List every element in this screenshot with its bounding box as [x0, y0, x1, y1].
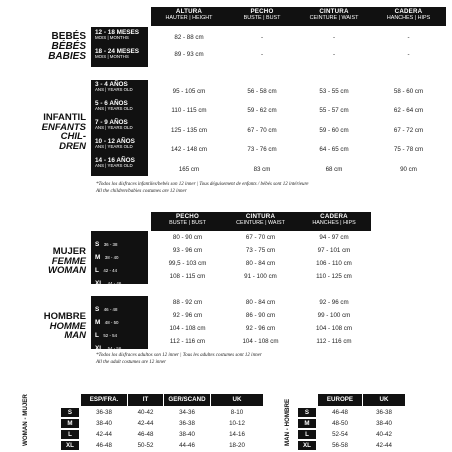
table-cell: - — [332, 51, 336, 58]
conv-cell: 52-54 — [332, 431, 348, 438]
group-label-line: BABIES — [48, 51, 86, 62]
group-label-hombre — [18, 312, 86, 341]
header-main: ALTURA — [175, 8, 203, 15]
conv-cell: 34-36 — [179, 409, 195, 416]
size-letter: L — [95, 267, 99, 274]
group-label-line: BEBÉS — [51, 31, 86, 42]
header-pecho — [151, 214, 224, 226]
size-cell: L — [61, 430, 79, 439]
footnote-line: *Todos los disfraces adultos son 12 inner | Tous les adultes costumes sont 12 inner — [96, 353, 262, 358]
side-label-man: MAN - HOMBRE — [284, 398, 291, 446]
row-label — [92, 157, 135, 169]
conv-cell: 8-10 — [230, 409, 244, 416]
header-main: CINTURA — [245, 213, 276, 220]
size-letter: XL — [95, 345, 104, 352]
table-cell: 92 - 96 cm — [172, 312, 203, 319]
footnote-adults — [96, 353, 416, 367]
size-cell: M — [298, 419, 316, 428]
table-cell: - — [407, 34, 410, 41]
conv-header: EUROPE — [318, 394, 362, 406]
table-cell: 80 - 84 cm — [245, 260, 276, 267]
table-cell: 112 - 116 cm — [169, 338, 206, 345]
group-label-line: HOMBRE — [43, 311, 86, 322]
size-letter: M — [95, 254, 101, 261]
table-cell: 104 - 108 cm — [315, 325, 353, 332]
size-cell: L — [298, 430, 316, 439]
table-cell: 142 - 148 cm — [170, 146, 208, 153]
conv-header: GER/SCAND — [164, 394, 210, 406]
group-label-line: WOMAN — [48, 265, 86, 276]
size-letter: M — [95, 319, 101, 326]
row-label-main: 10 - 12 AÑOS — [95, 138, 135, 145]
table-cell: 68 cm — [325, 166, 343, 173]
header-sub: CEINTURE | WAIST — [309, 14, 359, 21]
row-label — [92, 48, 139, 60]
group-label-line: ENFANTS — [41, 121, 86, 133]
table-cell: 99 - 100 cm — [317, 312, 351, 319]
table-cell: - — [260, 51, 264, 58]
table-cell: 82 - 88 cm — [174, 34, 204, 41]
conv-cell: 46-48 — [332, 409, 348, 416]
conv-cell: 14-16 — [229, 431, 245, 438]
conv-cell: 18-20 — [229, 442, 245, 449]
row-label — [92, 81, 133, 93]
size-cell: S — [61, 408, 79, 417]
table-cell: 59 - 62 cm — [247, 107, 277, 114]
row-label — [92, 100, 133, 112]
table-cell: 110 - 125 cm — [316, 273, 352, 280]
conv-cell: 38-40 — [96, 420, 112, 427]
footnote-line: *Todos los disfraces infantiles/bebés son 12 inner | Tous déguisement de enfants / bébés sont 12 intérieure — [96, 182, 309, 187]
row-label — [92, 337, 121, 355]
table-cell: 91 - 100 cm — [244, 273, 277, 280]
table-cell: 56 - 58 cm — [247, 88, 277, 95]
row-label — [92, 272, 121, 290]
group-label-line: FEMME — [51, 255, 86, 267]
conv-cell: 56-58 — [332, 442, 348, 449]
group-label-line: MAN — [64, 330, 86, 341]
header-main: PECHO — [175, 213, 199, 220]
header-sub: HAUTER | HEIGHT — [165, 14, 213, 21]
table-cell: 93 - 96 cm — [172, 247, 203, 254]
table-cell: 89 - 93 cm — [174, 51, 204, 58]
table-cell: - — [407, 51, 410, 58]
table-cell: 67 - 72 cm — [393, 127, 424, 134]
conv-cell: 38-40 — [376, 420, 392, 427]
header-main: PECHO — [250, 8, 274, 15]
table-cell: 165 cm — [178, 166, 200, 173]
group-label-bebes — [18, 32, 86, 62]
row-label-sub: ANS | YEARS OLD — [95, 87, 133, 93]
row-label-main: 7 - 9 AÑOS — [95, 119, 128, 126]
table-cell: 99,5 - 103 cm — [168, 260, 207, 267]
size-letter: S — [95, 241, 100, 248]
row-label — [92, 29, 139, 41]
row-label-main: 12 - 18 MESES — [95, 29, 140, 36]
size-cell: XL — [61, 441, 79, 450]
table-cell: 86 - 90 cm — [245, 312, 276, 319]
table-cell: 59 - 60 cm — [319, 127, 349, 134]
group-label-line: BÉBÉS — [51, 41, 86, 52]
header-main: CADERA — [394, 8, 423, 15]
header-sub: BUSTE | BUST — [169, 219, 206, 226]
table-cell: 92 - 96 cm — [245, 325, 276, 332]
header-altura — [153, 9, 225, 21]
conv-cell: 36-38 — [179, 420, 195, 427]
conv-cell: 40-42 — [376, 431, 392, 438]
size-letter: XL — [95, 280, 104, 287]
table-cell: 67 - 70 cm — [247, 127, 277, 134]
group-label-mujer — [18, 247, 86, 276]
header-sub: BUSTE | BUST — [243, 14, 281, 21]
conv-cell: 50-52 — [137, 442, 154, 449]
table-cell: 95 - 105 cm — [172, 88, 206, 95]
header-sub: HANCHES | HIPS — [386, 14, 431, 21]
size-range: 46 - 48 — [103, 307, 118, 312]
table-cell: 106 - 110 cm — [316, 260, 352, 267]
row-label-sub: MOIS | MONTHS — [95, 54, 129, 60]
conv-header: ESP/FRA. — [81, 394, 127, 406]
table-cell: - — [260, 34, 264, 41]
conv-cell: 10-12 — [229, 420, 245, 427]
row-label-sub: ANS | YEARS OLD — [95, 106, 133, 112]
header-sub: HANCHES | HIPS — [312, 219, 356, 226]
conv-cell: 48-50 — [332, 420, 348, 427]
size-range: 38 - 40 — [104, 255, 119, 260]
table-cell: 62 - 64 cm — [393, 107, 424, 114]
group-label-infantil — [18, 113, 86, 151]
conv-cell: 42-44 — [96, 431, 112, 438]
group-label-line: MUJER — [52, 246, 86, 257]
conv-cell: 46-48 — [96, 442, 112, 449]
conv-header: IT — [128, 394, 163, 406]
size-range: 36 - 38 — [103, 242, 118, 247]
header-cadera — [371, 9, 446, 21]
conv-cell: 46-48 — [137, 431, 154, 438]
header-cadera — [297, 214, 371, 226]
footnote-line: All the adult costumes are 12 inner — [96, 359, 167, 365]
header-sub: CEINTURE | WAIST — [236, 219, 285, 226]
table-cell: 104 - 108 cm — [169, 325, 206, 332]
header-main: CINTURA — [319, 8, 349, 15]
footnote-line: All the children/babies costumes are 12 inner — [96, 188, 187, 194]
row-label-sub: ANS | YEARS OLD — [95, 144, 133, 150]
size-letter: S — [95, 306, 100, 313]
group-label-line: HOMME — [49, 320, 86, 332]
table-cell: 125 - 135 cm — [170, 127, 208, 134]
row-label-main: 18 - 24 MESES — [95, 48, 140, 55]
size-letter: L — [95, 332, 99, 339]
header-pecho — [226, 9, 298, 21]
table-cell: 64 - 65 cm — [319, 146, 349, 153]
row-label-sub: ANS | YEARS OLD — [95, 125, 133, 131]
table-cell: 97 - 101 cm — [317, 247, 351, 254]
header-cintura — [298, 9, 370, 21]
table-cell: 73 - 76 cm — [247, 146, 277, 153]
conv-cell: 36-38 — [376, 409, 392, 416]
group-label-line: INFANTIL — [43, 112, 86, 123]
table-cell: 73 - 75 cm — [245, 247, 276, 254]
row-label — [92, 119, 133, 131]
table-cell: 104 - 108 cm — [242, 338, 279, 345]
group-label-line: CHIL- — [60, 131, 86, 142]
header-main: CADERA — [320, 213, 348, 220]
conv-header: UK — [363, 394, 405, 406]
header-cintura — [224, 214, 297, 226]
table-cell: 92 - 96 cm — [319, 299, 349, 306]
size-cell: M — [61, 419, 79, 428]
row-label — [92, 138, 135, 150]
conv-cell: 36-38 — [96, 409, 112, 416]
conv-cell: 42-44 — [376, 442, 392, 449]
table-cell: 80 - 84 cm — [245, 299, 276, 306]
conv-header: UK — [211, 394, 263, 406]
size-cell: S — [298, 408, 316, 417]
table-cell: 83 cm — [253, 166, 271, 173]
table-cell: - — [332, 34, 336, 41]
size-cell: XL — [298, 441, 316, 450]
conv-cell: 38-40 — [179, 431, 195, 438]
table-cell: 55 - 57 cm — [319, 107, 349, 114]
row-label-sub: ANS | YEARS OLD — [95, 163, 133, 169]
size-range: 48 - 50 — [104, 320, 119, 325]
size-range: 44 - 46 — [107, 281, 122, 286]
table-cell: 67 - 70 cm — [245, 234, 276, 241]
row-label-main: 5 - 6 AÑOS — [95, 100, 128, 107]
table-cell: 80 - 90 cm — [172, 234, 203, 241]
table-cell: 108 - 115 cm — [169, 273, 206, 280]
row-label-main: 3 - 4 AÑOS — [95, 81, 128, 88]
table-cell: 88 - 92 cm — [172, 299, 203, 306]
table-cell: 94 - 97 cm — [319, 234, 349, 241]
conv-cell: 42-44 — [137, 420, 154, 427]
footnote-children — [96, 182, 448, 196]
group-label-line: DREN — [59, 140, 86, 152]
size-range: 52 - 54 — [103, 333, 118, 338]
row-label-main: 14 - 16 AÑOS — [95, 157, 135, 164]
conv-cell: 40-42 — [137, 409, 154, 416]
table-cell: 58 - 60 cm — [393, 88, 424, 95]
side-label-woman: WOMAN - MUJER — [22, 394, 29, 446]
size-range: 42 - 44 — [103, 268, 118, 273]
table-cell: 110 - 115 cm — [171, 107, 207, 114]
table-cell: 90 cm — [400, 166, 417, 173]
table-cell: 53 - 55 cm — [319, 88, 349, 95]
conv-cell: 44-46 — [179, 442, 195, 449]
size-range: 54 - 56 — [107, 346, 122, 351]
table-cell: 75 - 78 cm — [393, 146, 424, 153]
row-label-sub: MOIS | MONTHS — [95, 35, 129, 41]
table-cell: 112 - 116 cm — [316, 338, 352, 345]
